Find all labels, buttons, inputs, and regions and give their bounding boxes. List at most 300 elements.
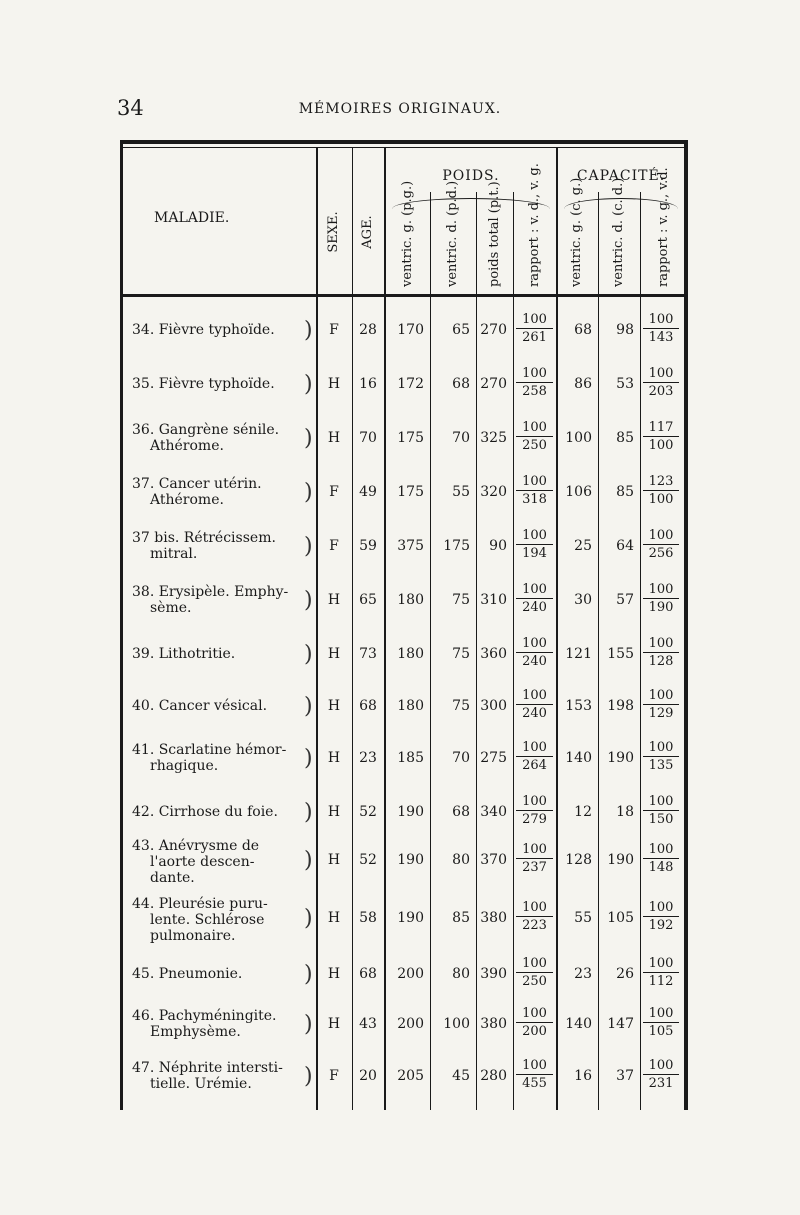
maladie-cell bbox=[132, 322, 275, 338]
cd-cell: 26 bbox=[616, 966, 634, 982]
maladie-line: 46. Pachyméningite. bbox=[132, 1008, 277, 1024]
fraction-denominator: 455 bbox=[522, 1076, 547, 1091]
pt-cell: 320 bbox=[480, 484, 507, 500]
sexe-cell: H bbox=[327, 750, 341, 766]
maladie-cell bbox=[132, 530, 276, 562]
rapport-poids-fraction bbox=[516, 842, 553, 875]
rapport-poids-fraction bbox=[516, 474, 553, 507]
maladie-line: 44. Pleurésie puru- bbox=[132, 896, 268, 912]
fraction-denominator: 105 bbox=[648, 1024, 674, 1039]
table-row bbox=[120, 738, 688, 788]
fraction-numerator: 100 bbox=[522, 842, 547, 857]
table-row bbox=[120, 840, 688, 890]
maladie-cell bbox=[132, 742, 286, 774]
pd-cell: 75 bbox=[452, 698, 470, 714]
cg-cell: 106 bbox=[565, 484, 592, 500]
rapport-poids-fraction bbox=[516, 366, 553, 399]
age-cell: 68 bbox=[359, 698, 377, 714]
brace-mark: ) bbox=[304, 848, 313, 873]
maladie-cell bbox=[132, 1008, 277, 1040]
fraction-numerator: 100 bbox=[648, 1058, 674, 1073]
maladie-line: sème. bbox=[150, 600, 192, 616]
maladie-line: lente. Schlérose bbox=[150, 912, 265, 928]
fraction-denominator: 148 bbox=[648, 860, 674, 875]
pt-cell: 300 bbox=[480, 698, 507, 714]
pt-cell: 380 bbox=[480, 910, 507, 926]
rapport-capacite-fraction bbox=[643, 842, 679, 875]
cg-cell: 128 bbox=[565, 852, 592, 868]
rapport-capacite-fraction bbox=[643, 582, 679, 615]
pd-cell: 85 bbox=[452, 910, 470, 926]
fraction-denominator: 231 bbox=[648, 1076, 674, 1091]
pg-cell: 190 bbox=[397, 910, 424, 926]
header-capacite: CAPACITÉ. bbox=[576, 168, 666, 184]
fraction-numerator: 100 bbox=[522, 312, 547, 327]
page-number: 34 bbox=[117, 96, 144, 120]
maladie-line: 37. Cancer utérin. bbox=[132, 476, 262, 492]
fraction-bar bbox=[643, 544, 679, 545]
rapport-poids-fraction bbox=[516, 900, 553, 933]
pt-cell: 270 bbox=[480, 322, 507, 338]
sexe-cell: H bbox=[327, 376, 341, 392]
fraction-numerator: 100 bbox=[522, 636, 547, 651]
pt-cell: 360 bbox=[480, 646, 507, 662]
age-cell: 68 bbox=[359, 966, 377, 982]
age-cell: 52 bbox=[359, 852, 377, 868]
fraction-numerator: 100 bbox=[648, 582, 674, 597]
sexe-cell: H bbox=[327, 1016, 341, 1032]
age-cell: 28 bbox=[359, 322, 377, 338]
cd-cell: 190 bbox=[607, 852, 634, 868]
fraction-numerator: 100 bbox=[522, 1006, 547, 1021]
pg-cell: 175 bbox=[397, 430, 424, 446]
pg-cell: 200 bbox=[397, 966, 424, 982]
fraction-bar bbox=[516, 704, 553, 705]
header-cg: ventric. g. (c. g.) bbox=[569, 177, 584, 287]
header-pd: ventric. d. (p.d.) bbox=[445, 180, 460, 287]
pg-cell: 375 bbox=[397, 538, 424, 554]
header-sexe: SEXE. bbox=[326, 211, 341, 253]
brace-mark: ) bbox=[304, 800, 313, 825]
table-row bbox=[120, 1004, 688, 1054]
sexe-cell: H bbox=[327, 910, 341, 926]
maladie-line: mitral. bbox=[150, 546, 198, 562]
rapport-poids-fraction bbox=[516, 582, 553, 615]
header-maladie: MALADIE. bbox=[154, 210, 230, 226]
running-title: MÉMOIRES ORIGINAUX. bbox=[298, 101, 502, 117]
header-rapport-poids: rapport : v. d., v. g. bbox=[527, 163, 542, 287]
pt-cell: 380 bbox=[480, 1016, 507, 1032]
rapport-capacite-fraction bbox=[643, 420, 679, 453]
maladie-line: 43. Anévrysme de bbox=[132, 838, 260, 854]
cg-cell: 68 bbox=[574, 322, 592, 338]
maladie-line: 35. Fièvre typhoïde. bbox=[132, 376, 275, 392]
fraction-denominator: 240 bbox=[522, 654, 547, 669]
fraction-numerator: 100 bbox=[522, 900, 547, 915]
fraction-bar bbox=[516, 598, 553, 599]
fraction-bar bbox=[516, 810, 553, 811]
rapport-capacite-fraction bbox=[643, 956, 679, 989]
maladie-line: l'aorte descen- bbox=[150, 854, 255, 870]
cg-cell: 140 bbox=[565, 750, 592, 766]
maladie-cell bbox=[132, 838, 259, 886]
sexe-cell: F bbox=[329, 322, 339, 338]
cg-cell: 12 bbox=[574, 804, 592, 820]
rapport-capacite-fraction bbox=[643, 1006, 679, 1039]
fraction-numerator: 100 bbox=[522, 794, 547, 809]
header-pt: poids total (p.t.) bbox=[487, 181, 502, 287]
brace-mark: ) bbox=[304, 480, 313, 505]
fraction-numerator: 100 bbox=[648, 956, 674, 971]
pg-cell: 175 bbox=[397, 484, 424, 500]
rapport-capacite-fraction bbox=[643, 794, 679, 827]
rapport-capacite-fraction bbox=[643, 1058, 679, 1091]
maladie-cell bbox=[132, 1060, 283, 1092]
fraction-denominator: 240 bbox=[522, 600, 547, 615]
brace-mark: ) bbox=[304, 372, 313, 397]
rapport-capacite-fraction bbox=[643, 740, 679, 773]
rapport-poids-fraction bbox=[516, 1006, 553, 1039]
pg-cell: 180 bbox=[397, 698, 424, 714]
rapport-poids-fraction bbox=[516, 1058, 553, 1091]
fraction-bar bbox=[516, 544, 553, 545]
pt-cell: 280 bbox=[480, 1068, 507, 1084]
sexe-cell: H bbox=[327, 430, 341, 446]
table-row bbox=[120, 310, 688, 360]
fraction-bar bbox=[643, 490, 679, 491]
cg-cell: 55 bbox=[574, 910, 592, 926]
fraction-numerator: 123 bbox=[648, 474, 674, 489]
pt-cell: 325 bbox=[480, 430, 507, 446]
cg-cell: 153 bbox=[565, 698, 592, 714]
fraction-bar bbox=[516, 382, 553, 383]
fraction-bar bbox=[643, 704, 679, 705]
fraction-denominator: 256 bbox=[648, 546, 674, 561]
fraction-bar bbox=[643, 916, 679, 917]
fraction-denominator: 143 bbox=[648, 330, 674, 345]
brace-mark: ) bbox=[304, 962, 313, 987]
fraction-denominator: 250 bbox=[522, 974, 547, 989]
maladie-line: 39. Lithotritie. bbox=[132, 646, 236, 662]
age-cell: 43 bbox=[359, 1016, 377, 1032]
fraction-bar bbox=[643, 810, 679, 811]
pt-cell: 370 bbox=[480, 852, 507, 868]
sexe-cell: H bbox=[327, 804, 341, 820]
header-pg: ventric. g. (p.g.) bbox=[400, 180, 415, 287]
cd-cell: 64 bbox=[616, 538, 634, 554]
data-table bbox=[120, 140, 688, 1110]
pd-cell: 68 bbox=[452, 376, 470, 392]
maladie-line: 37 bis. Rétrécissem. bbox=[132, 530, 276, 546]
fraction-numerator: 100 bbox=[648, 528, 674, 543]
pg-cell: 190 bbox=[397, 804, 424, 820]
table-top-thin-rule bbox=[120, 147, 688, 148]
fraction-bar bbox=[516, 858, 553, 859]
maladie-cell bbox=[132, 646, 235, 662]
fraction-bar bbox=[643, 328, 679, 329]
cd-cell: 105 bbox=[607, 910, 634, 926]
rapport-capacite-fraction bbox=[643, 636, 679, 669]
sexe-cell: F bbox=[329, 1068, 339, 1084]
fraction-denominator: 100 bbox=[648, 492, 674, 507]
cd-cell: 85 bbox=[616, 430, 634, 446]
maladie-line: pulmonaire. bbox=[150, 928, 236, 944]
rapport-poids-fraction bbox=[516, 740, 553, 773]
maladie-line: Athérome. bbox=[150, 492, 224, 508]
fraction-denominator: 264 bbox=[522, 758, 547, 773]
pd-cell: 55 bbox=[452, 484, 470, 500]
fraction-bar bbox=[643, 858, 679, 859]
cg-cell: 86 bbox=[574, 376, 592, 392]
cg-cell: 25 bbox=[574, 538, 592, 554]
fraction-numerator: 100 bbox=[522, 420, 547, 435]
rapport-capacite-fraction bbox=[643, 900, 679, 933]
pg-cell: 190 bbox=[397, 852, 424, 868]
rapport-poids-fraction bbox=[516, 312, 553, 345]
sexe-cell: H bbox=[327, 698, 341, 714]
pg-cell: 205 bbox=[397, 1068, 424, 1084]
fraction-numerator: 100 bbox=[522, 740, 547, 755]
fraction-numerator: 100 bbox=[648, 312, 674, 327]
header-age: AGE. bbox=[360, 215, 375, 249]
maladie-line: 45. Pneumonie. bbox=[132, 966, 243, 982]
rapport-capacite-fraction bbox=[643, 474, 679, 507]
sexe-cell: H bbox=[327, 966, 341, 982]
maladie-line: Athérome. bbox=[150, 438, 224, 454]
pg-cell: 200 bbox=[397, 1016, 424, 1032]
maladie-line: 40. Cancer vésical. bbox=[132, 698, 268, 714]
brace-mark: ) bbox=[304, 534, 313, 559]
fraction-denominator: 250 bbox=[522, 438, 547, 453]
fraction-numerator: 100 bbox=[522, 528, 547, 543]
fraction-denominator: 203 bbox=[648, 384, 674, 399]
fraction-numerator: 100 bbox=[648, 842, 674, 857]
header-cd: ventric. d. (c. d.) bbox=[611, 177, 626, 287]
table-row bbox=[120, 580, 688, 630]
pd-cell: 100 bbox=[443, 1016, 470, 1032]
cg-cell: 30 bbox=[574, 592, 592, 608]
fraction-denominator: 318 bbox=[522, 492, 547, 507]
sexe-cell: H bbox=[327, 852, 341, 868]
pd-cell: 68 bbox=[452, 804, 470, 820]
brace-mark: ) bbox=[304, 642, 313, 667]
cd-cell: 57 bbox=[616, 592, 634, 608]
fraction-denominator: 129 bbox=[648, 706, 674, 721]
table-row bbox=[120, 364, 688, 414]
fraction-bar bbox=[516, 490, 553, 491]
fraction-denominator: 194 bbox=[522, 546, 547, 561]
maladie-cell bbox=[132, 896, 268, 944]
age-cell: 23 bbox=[359, 750, 377, 766]
fraction-bar bbox=[516, 1022, 553, 1023]
maladie-line: 38. Erysipèle. Emphy- bbox=[132, 584, 289, 600]
pt-cell: 390 bbox=[480, 966, 507, 982]
fraction-bar bbox=[516, 972, 553, 973]
fraction-bar bbox=[643, 972, 679, 973]
pt-cell: 340 bbox=[480, 804, 507, 820]
maladie-cell bbox=[132, 584, 288, 616]
fraction-denominator: 261 bbox=[522, 330, 547, 345]
maladie-line: 42. Cirrhose du foie. bbox=[132, 804, 278, 820]
maladie-line: rhagique. bbox=[150, 758, 219, 774]
brace-mark: ) bbox=[304, 746, 313, 771]
fraction-numerator: 117 bbox=[648, 420, 674, 435]
table-header-rule bbox=[120, 294, 688, 297]
cg-cell: 23 bbox=[574, 966, 592, 982]
maladie-line: 34. Fièvre typhoïde. bbox=[132, 322, 275, 338]
fraction-bar bbox=[643, 1022, 679, 1023]
pg-cell: 180 bbox=[397, 646, 424, 662]
fraction-denominator: 150 bbox=[648, 812, 674, 827]
maladie-line: tielle. Urémie. bbox=[150, 1076, 252, 1092]
fraction-denominator: 135 bbox=[648, 758, 674, 773]
maladie-line: Emphysème. bbox=[150, 1024, 241, 1040]
fraction-denominator: 237 bbox=[522, 860, 547, 875]
fraction-numerator: 100 bbox=[648, 366, 674, 381]
fraction-numerator: 100 bbox=[648, 794, 674, 809]
fraction-denominator: 128 bbox=[648, 654, 674, 669]
page-header bbox=[0, 96, 800, 126]
fraction-denominator: 223 bbox=[522, 918, 547, 933]
table-row bbox=[120, 472, 688, 522]
table-row bbox=[120, 418, 688, 468]
pd-cell: 80 bbox=[452, 852, 470, 868]
cg-cell: 140 bbox=[565, 1016, 592, 1032]
pg-cell: 185 bbox=[397, 750, 424, 766]
brace-mark: ) bbox=[304, 1012, 313, 1037]
fraction-bar bbox=[643, 652, 679, 653]
maladie-cell bbox=[132, 966, 242, 982]
brace-mark: ) bbox=[304, 694, 313, 719]
age-cell: 59 bbox=[359, 538, 377, 554]
age-cell: 65 bbox=[359, 592, 377, 608]
maladie-line: 41. Scarlatine hémor- bbox=[132, 742, 287, 758]
cd-cell: 98 bbox=[616, 322, 634, 338]
cd-cell: 85 bbox=[616, 484, 634, 500]
pg-cell: 170 bbox=[397, 322, 424, 338]
sexe-cell: H bbox=[327, 592, 341, 608]
pt-cell: 90 bbox=[489, 538, 507, 554]
table-row bbox=[120, 954, 688, 1004]
fraction-denominator: 100 bbox=[648, 438, 674, 453]
rapport-poids-fraction bbox=[516, 528, 553, 561]
fraction-numerator: 100 bbox=[522, 688, 547, 703]
fraction-denominator: 258 bbox=[522, 384, 547, 399]
fraction-bar bbox=[516, 1074, 553, 1075]
brace-mark: ) bbox=[304, 1064, 313, 1089]
cd-cell: 18 bbox=[616, 804, 634, 820]
pd-cell: 75 bbox=[452, 646, 470, 662]
age-cell: 58 bbox=[359, 910, 377, 926]
fraction-denominator: 279 bbox=[522, 812, 547, 827]
cd-cell: 53 bbox=[616, 376, 634, 392]
table-row bbox=[120, 898, 688, 948]
fraction-numerator: 100 bbox=[522, 1058, 547, 1073]
pd-cell: 175 bbox=[443, 538, 470, 554]
fraction-bar bbox=[516, 328, 553, 329]
pt-cell: 310 bbox=[480, 592, 507, 608]
pd-cell: 70 bbox=[452, 750, 470, 766]
table-row bbox=[120, 792, 688, 842]
header-rapport-capacite: rapport : v. g., v.d. bbox=[656, 167, 671, 287]
fraction-bar bbox=[516, 652, 553, 653]
pt-cell: 270 bbox=[480, 376, 507, 392]
maladie-cell bbox=[132, 476, 262, 508]
maladie-line: 36. Gangrène sénile. bbox=[132, 422, 280, 438]
age-cell: 49 bbox=[359, 484, 377, 500]
table-top-rule bbox=[120, 140, 688, 144]
fraction-numerator: 100 bbox=[648, 688, 674, 703]
maladie-cell bbox=[132, 376, 275, 392]
maladie-cell bbox=[132, 422, 279, 454]
fraction-numerator: 100 bbox=[522, 956, 547, 971]
cg-cell: 100 bbox=[565, 430, 592, 446]
fraction-bar bbox=[643, 756, 679, 757]
table-row bbox=[120, 634, 688, 684]
rapport-poids-fraction bbox=[516, 688, 553, 721]
pg-cell: 180 bbox=[397, 592, 424, 608]
brace-mark: ) bbox=[304, 906, 313, 931]
pd-cell: 80 bbox=[452, 966, 470, 982]
brace-mark: ) bbox=[304, 426, 313, 451]
fraction-denominator: 192 bbox=[648, 918, 674, 933]
fraction-bar bbox=[643, 598, 679, 599]
brace-mark: ) bbox=[304, 318, 313, 343]
fraction-bar bbox=[516, 436, 553, 437]
pg-cell: 172 bbox=[397, 376, 424, 392]
cd-cell: 147 bbox=[607, 1016, 634, 1032]
age-cell: 52 bbox=[359, 804, 377, 820]
cg-cell: 121 bbox=[565, 646, 592, 662]
brace-mark: ) bbox=[304, 588, 313, 613]
maladie-cell bbox=[132, 698, 267, 714]
rapport-poids-fraction bbox=[516, 636, 553, 669]
pd-cell: 75 bbox=[452, 592, 470, 608]
pt-cell: 275 bbox=[480, 750, 507, 766]
rapport-poids-fraction bbox=[516, 794, 553, 827]
cd-cell: 37 bbox=[616, 1068, 634, 1084]
table-row bbox=[120, 526, 688, 576]
cd-cell: 155 bbox=[607, 646, 634, 662]
maladie-line: dante. bbox=[150, 870, 195, 886]
fraction-bar bbox=[516, 756, 553, 757]
rapport-poids-fraction bbox=[516, 956, 553, 989]
header-poids: POIDS. bbox=[442, 168, 500, 184]
pd-cell: 45 bbox=[452, 1068, 470, 1084]
fraction-denominator: 190 bbox=[648, 600, 674, 615]
rapport-capacite-fraction bbox=[643, 312, 679, 345]
pd-cell: 65 bbox=[452, 322, 470, 338]
rapport-capacite-fraction bbox=[643, 688, 679, 721]
pd-cell: 70 bbox=[452, 430, 470, 446]
table-row bbox=[120, 1056, 688, 1106]
age-cell: 73 bbox=[359, 646, 377, 662]
sexe-cell: F bbox=[329, 484, 339, 500]
maladie-line: 47. Néphrite intersti- bbox=[132, 1060, 283, 1076]
fraction-denominator: 200 bbox=[522, 1024, 547, 1039]
sexe-cell: H bbox=[327, 646, 341, 662]
table-row bbox=[120, 686, 688, 736]
cd-cell: 198 bbox=[607, 698, 634, 714]
cd-cell: 190 bbox=[607, 750, 634, 766]
rapport-poids-fraction bbox=[516, 420, 553, 453]
maladie-cell bbox=[132, 804, 278, 820]
age-cell: 20 bbox=[359, 1068, 377, 1084]
fraction-numerator: 100 bbox=[522, 582, 547, 597]
sexe-cell: F bbox=[329, 538, 339, 554]
rapport-capacite-fraction bbox=[643, 528, 679, 561]
fraction-numerator: 100 bbox=[648, 900, 674, 915]
